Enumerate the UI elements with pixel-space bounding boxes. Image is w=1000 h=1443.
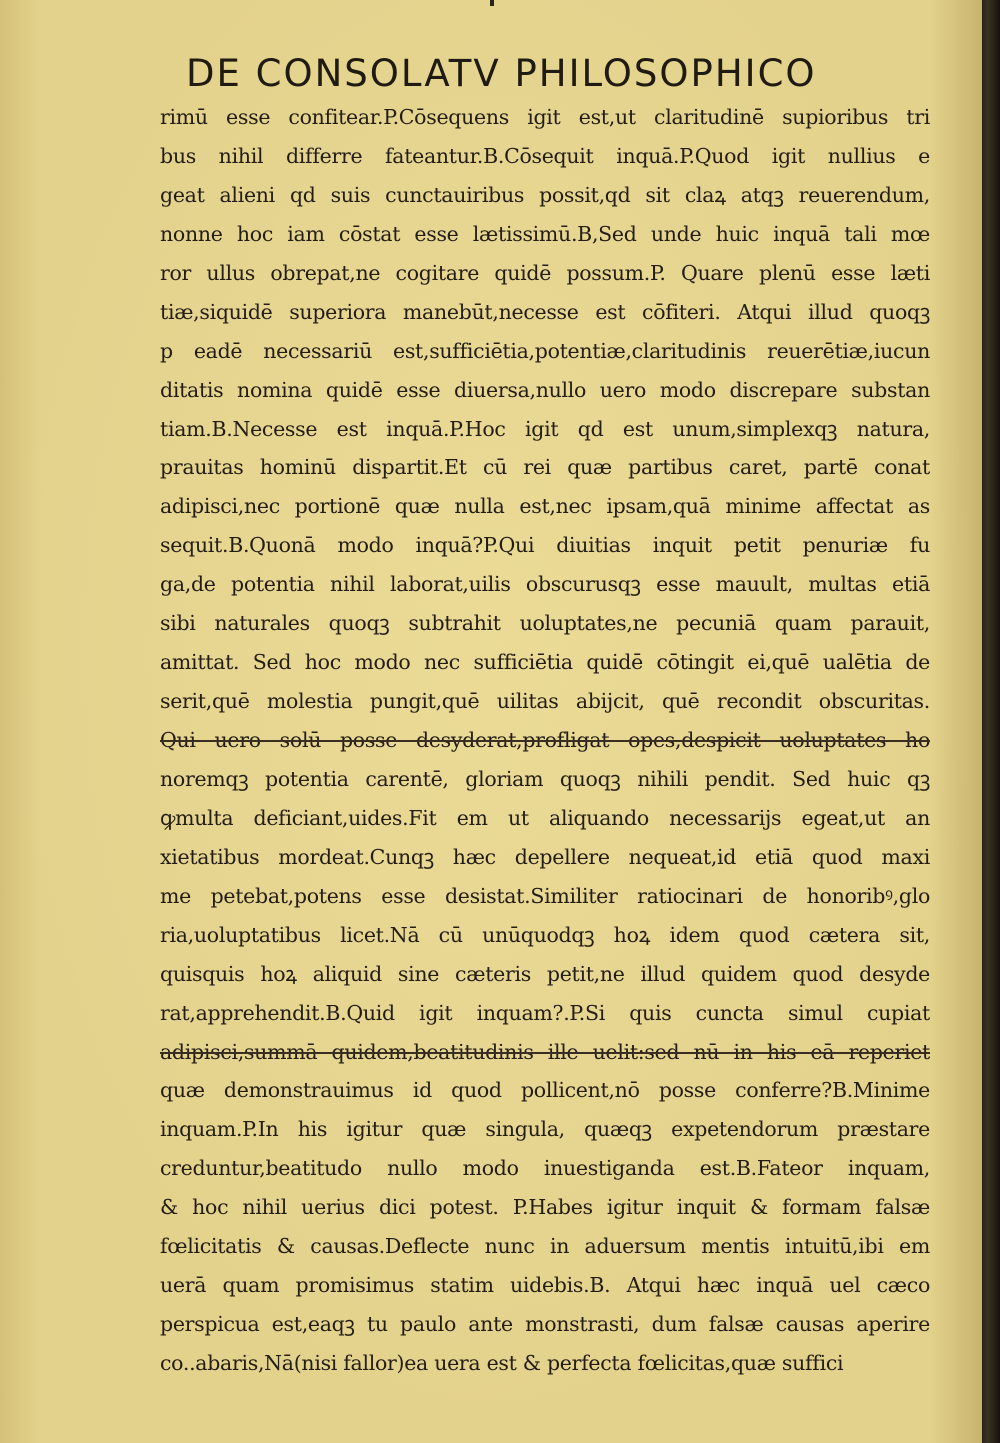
text-line: xietatibus mordeat.Cunqꝫ hæc depellere nequeat,id etiā quod maxi	[160, 844, 930, 869]
text-line-struck: adipisci,summā quidem,beatitudinis ille uelit:sed nū in his eā reperiet	[160, 1039, 930, 1064]
text-line: ga,de potentia nihil laborat,uilis obscurusqꝫ esse mauult, multas etiā	[160, 572, 930, 597]
text-line: uerā quam promisimus statim uidebis.B. Atqui hæc inquā uel cæco	[160, 1273, 930, 1298]
text-line: creduntur,beatitudo nullo modo inuestiganda est.B.Fateor inquam,	[160, 1156, 930, 1181]
text-line: noremqꝫ potentia carentē, gloriam quoqꝫ nihili pendit. Sed huic qꝫ	[160, 766, 930, 791]
text-line: ditatis nomina quidē esse diuersa,nullo uero modo discrepare substan	[160, 377, 930, 402]
text-line: co..abaris,Nā(nisi fallor)ea uera est & perfecta fœlicitas,quæ suffici	[160, 1351, 844, 1375]
text-line: rimū esse confitear.P.Cōsequens igit est,ut claritudinē supioribus tri	[160, 105, 930, 129]
text-line: amittat. Sed hoc modo nec sufficiētia quidē cōtingit ei,quē ualētia de	[160, 650, 930, 675]
text-line-struck: Qui uero solū posse desyderat,profligat opes,despicit uoluptates ho	[160, 728, 930, 752]
text-line: me petebat,potens esse desistat.Similiter ratiocinari de honoribꝰ,glo	[160, 883, 930, 908]
text-line: geat alieni qd suis cunctauiribus possit,qd sit claꝝ atqꝫ reuerendum,	[160, 182, 930, 207]
text-line: quisquis hoꝝ aliquid sine cæteris petit,ne illud quidem quod desyde	[160, 961, 930, 986]
text-line: bus nihil differre fateantur.B.Cōsequit inquā.P.Quod igit nullius e	[160, 143, 930, 168]
text-line: perspicua est,eaqꝫ tu paulo ante monstrasti, dum falsæ causas aperire	[160, 1312, 930, 1337]
text-line: tiæ,siquidē superiora manebūt,necesse est cōfiteri. Atqui illud quoqꝫ	[160, 299, 930, 324]
text-line: rat,apprehendit.B.Quid igit inquam?.P.Si quis cuncta simul cupiat	[160, 1000, 930, 1025]
text-line: adipisci,nec portionē quæ nulla est,nec ipsam,quā minime affectat as	[160, 494, 930, 519]
text-line: ria,uoluptatibus licet.Nā cū unūquodqꝫ hoꝝ idem quod cætera sit,	[160, 922, 930, 947]
text-line: sequit.B.Quonā modo inquā?P.Qui diuitias inquit petit penuriæ fu	[160, 533, 930, 558]
text-line: p eadē necessariū est,sufficiētia,potentiæ,claritudinis reuerētiæ,iucun	[160, 338, 930, 363]
gutter-mark	[490, 0, 494, 6]
text-line: ꝙmulta deficiant,uides.Fit em ut aliquando necessarijs egeat,ut an	[160, 805, 930, 830]
text-line: inquam.P.In his igitur quæ singula, quæqꝫ expetendorum præstare	[160, 1117, 930, 1142]
text-line: serit,quē molestia pungit,quē uilitas abijcit, quē recondit obscuritas.	[160, 689, 930, 714]
text-line: sibi naturales quoqꝫ subtrahit uoluptates,ne pecuniā quam parauit,	[160, 611, 930, 636]
text-line: prauitas hominū dispartit.Et cū rei quæ partibus caret, partē conat	[160, 455, 930, 480]
text-line: tiam.B.Necesse est inquā.P.Hoc igit qd est unum,simplexqꝫ natura,	[160, 416, 930, 441]
text-line: & hoc nihil uerius dici potest. P.Habes igitur inquit & formam falsæ	[160, 1195, 930, 1220]
text-line: fœlicitatis & causas.Deflecte nunc in aduersum mentis intuitū,ibi em	[160, 1234, 930, 1259]
text-line: nonne hoc iam cōstat esse lætissimū.B,Sed unde huic inquā tali mœ	[160, 221, 930, 246]
text-line: quæ demonstrauimus id quod pollicent,nō posse conferre?B.Minime	[160, 1078, 930, 1103]
page-edge	[982, 0, 1000, 1443]
text-line: ror ullus obrepat,ne cogitare quidē possum.P. Quare plenū esse læti	[160, 260, 930, 285]
running-head: DE CONSOLATV PHILOSOPHICO	[186, 52, 817, 95]
text-block	[160, 98, 930, 1383]
